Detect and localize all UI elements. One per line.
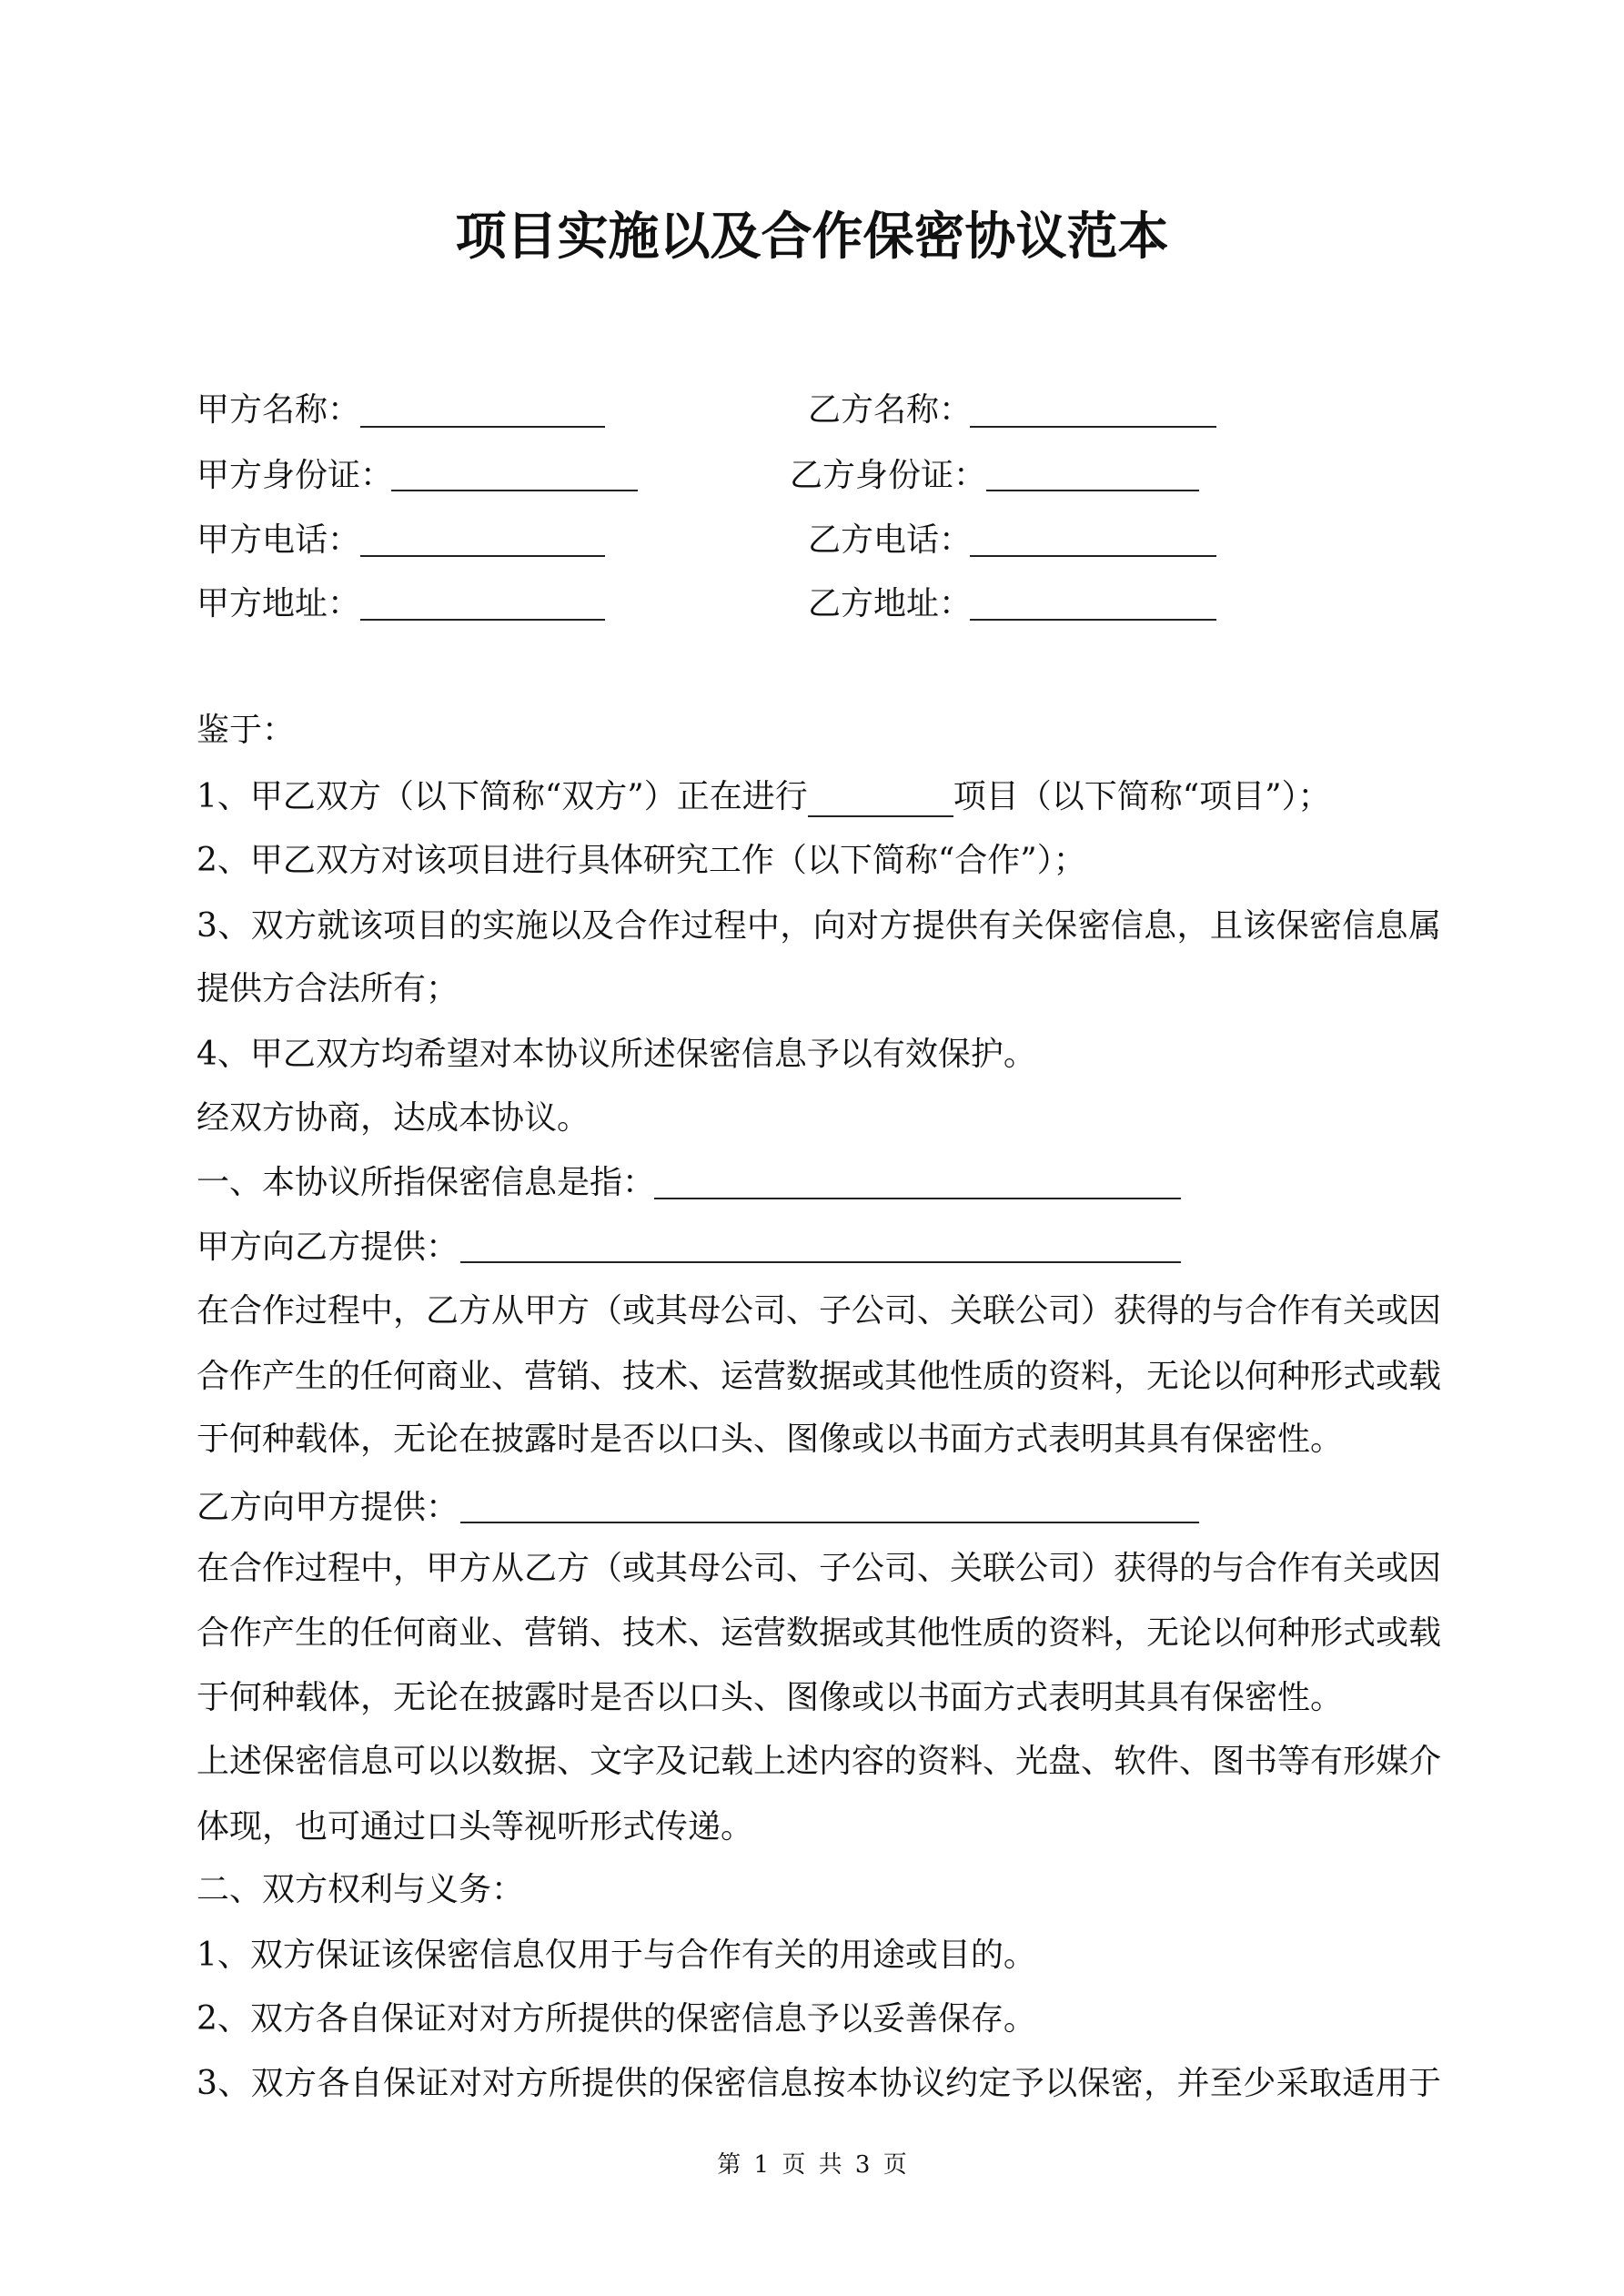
obligation-1: 1、双方保证该保密信息仅用于与合作有关的用途或目的。 [197,1937,1036,1974]
party-b-name-label: 乙方名称： [808,391,973,429]
party-b-info-line-3: 于何种载体，无论在披露时是否以口头、图像或以书面方式表明其具有保密性。 [197,1679,1344,1716]
project-name-blank[interactable] [808,783,953,817]
party-a-name-blank[interactable] [360,426,605,428]
whereas-item-4: 4、甲乙双方均希望对本协议所述保密信息予以有效保护。 [197,1036,1036,1073]
party-a-id-label: 甲方身份证： [197,457,394,494]
party-b-provides-blank[interactable] [460,1522,1199,1523]
party-a-phone-label: 甲方电话： [197,521,361,559]
party-b-provides-label: 乙方向甲方提供： [197,1489,459,1526]
party-b-info-line-1: 在合作过程中，甲方从乙方（或其母公司、子公司、关联公司）获得的与合作有关或因 [197,1550,1442,1587]
party-a-provides-blank[interactable] [460,1261,1181,1263]
party-a-name-label: 甲方名称： [197,391,361,429]
whereas-item-1 [197,777,1331,817]
obligation-2: 2、双方各自保证对对方所提供的保密信息予以妥善保存。 [197,2000,1036,2038]
party-a-provides-label: 甲方向乙方提供： [197,1229,459,1266]
media-line-2: 体现，也可通过口头等视听形式传递。 [197,1808,754,1846]
party-b-address-label: 乙方地址： [808,585,973,622]
party-a-info-line-2: 合作产生的任何商业、营销、技术、运营数据或其他性质的资料，无论以何种形式或载 [197,1358,1442,1395]
whereas-heading: 鉴于： [197,712,296,749]
party-b-name-blank[interactable] [970,426,1216,428]
party-a-address-label: 甲方地址： [197,585,361,622]
section-2-heading: 二、双方权利与义务： [197,1871,525,1908]
party-b-id-blank[interactable] [986,490,1199,491]
party-b-info-line-2: 合作产生的任何商业、营销、技术、运营数据或其他性质的资料，无论以何种形式或载 [197,1614,1442,1652]
whereas-item-3-line-1: 3、双方就该项目的实施以及合作过程中，向对方提供有关保密信息，且该保密信息属 [197,907,1441,945]
party-b-phone-label: 乙方电话： [808,521,973,559]
party-a-info-line-3: 于何种载体，无论在披露时是否以口头、图像或以书面方式表明其具有保密性。 [197,1421,1344,1458]
party-b-phone-blank[interactable] [970,555,1216,557]
page-number-footer: 第 1 页 共 3 页 [717,2151,907,2179]
whereas-item-1-start: 1、甲乙双方（以下简称“双方”）正在进行 [197,778,808,815]
whereas-item-2: 2、甲乙双方对该项目进行具体研究工作（以下简称“合作”）； [197,842,1086,879]
party-b-address-blank[interactable] [970,619,1216,621]
whereas-item-1-end: 项目（以下简称“项目”）； [953,778,1331,815]
party-a-phone-blank[interactable] [360,555,605,557]
obligation-3-line-1: 3、双方各自保证对对方所提供的保密信息按本协议约定予以保密，并至少采取适用于 [197,2065,1441,2102]
media-line-1: 上述保密信息可以以数据、文字及记载上述内容的资料、光盘、软件、图书等有形媒介 [197,1743,1442,1780]
confidential-info-blank[interactable] [654,1198,1181,1199]
party-a-info-line-1: 在合作过程中，乙方从甲方（或其母公司、子公司、关联公司）获得的与合作有关或因 [197,1292,1442,1330]
party-a-id-blank[interactable] [391,490,638,491]
document-title: 项目实施以及合作保密协议范本 [455,207,1169,267]
party-b-id-label: 乙方身份证： [790,457,987,494]
section-1-heading: 一、本协议所指保密信息是指： [197,1164,656,1201]
agreement-statement: 经双方协商，达成本协议。 [197,1099,590,1137]
party-a-address-blank[interactable] [360,619,605,621]
whereas-item-3-line-2: 提供方合法所有； [197,970,459,1007]
